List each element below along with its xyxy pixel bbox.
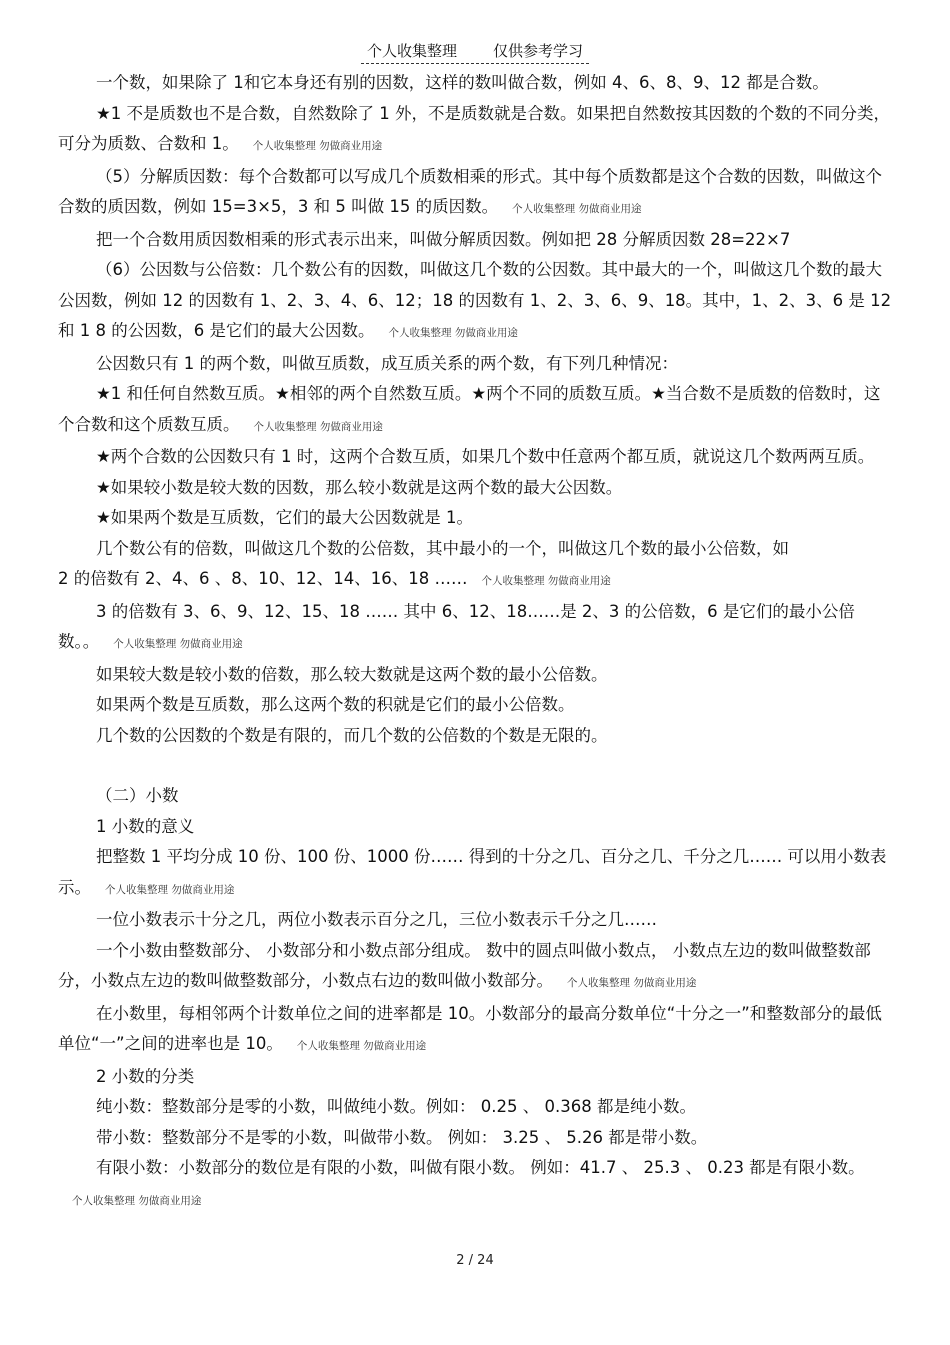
watermark-text: 个人收集整理 勿做商业用途 (512, 203, 642, 215)
document-body (58, 68, 894, 1216)
watermark-text: 个人收集整理 勿做商业用途 (105, 883, 235, 896)
section-heading-decimals: （二）小数 (96, 786, 179, 805)
subheading-decimal-meaning: 1 小数的意义 (96, 816, 195, 836)
header-line (361, 40, 589, 64)
watermark-text: 个人收集整理 勿做商业用途 (72, 1194, 202, 1207)
paragraph-composite-coprime: ★两个合数的公因数只有 1 时，这两个合数互质，如果几个数中任意两个都互质，就说这几个数两两互质。 (96, 447, 875, 466)
paragraph-mixed-decimal: 带小数：整数部分不是零的小数，叫做带小数。 例如： 3.25 、 5.26 都是带小数。 (96, 1127, 708, 1147)
paragraph-common-factor: （6）公因数与公倍数：几个数公有的因数，叫做这几个数的公因数。其中最大的一个，叫做这几个数的最大公因数，例如 12 的因数有 1、2、3、4、6、12；18 的因数有 1、2、3、6、9、18。其中，1、2、3、6 是 12和 1 8 的公因数，6 是它们的最大公因数。 个人收集整理 勿做商业用途 (58, 260, 892, 340)
header-right-text: 仅供参考学习 (493, 42, 584, 60)
page-header (0, 40, 950, 64)
watermark-text: 个人收集整理 勿做商业用途 (388, 327, 518, 339)
paragraph-multiples-of-3: 3 的倍数有 3、6、9、12、15、18 …… 其中 6、12、18……是 2、3 的公倍数，6 是它们的最小公倍数。。 个人收集整理 勿做商业用途 (58, 601, 855, 651)
paragraph-one-not-prime: ★1 不是质数也不是合数，自然数除了 1 外，不是质数就是合数。如果把自然数按其因数的个数的不同分类，可分为质数、合数和 1。 个人收集整理 勿做商业用途 (58, 103, 891, 153)
paragraph-common-multiple: 几个数公有的倍数，叫做这几个数的公倍数，其中最小的一个，叫做这几个数的最小公倍数，如 (96, 538, 789, 558)
watermark-text: 个人收集整理 勿做商业用途 (481, 575, 611, 587)
paragraph-decimal-places: 一位小数表示十分之几，两位小数表示百分之几，三位小数表示千分之几…… (96, 910, 657, 929)
paragraph-factorization: 把一个合数用质因数相乘的形式表示出来，叫做分解质因数。例如把 28 分解质因数 28=22×7 (96, 229, 791, 249)
paragraph-coprime: 公因数只有 1 的两个数，叫做互质数，成互质关系的两个数，有下列几种情况： (96, 353, 678, 373)
subheading-decimal-types: 2 小数的分类 (96, 1066, 195, 1086)
header-left-text: 个人收集整理 (366, 42, 457, 60)
paragraph-finite-decimal: 有限小数：小数部分的数位是有限的小数，叫做有限小数。 例如：41.7 、 25.3 、 0.23 都是有限小数。个人收集整理 勿做商业用途 (72, 1158, 865, 1207)
watermark-text: 个人收集整理 勿做商业用途 (296, 1040, 427, 1052)
paragraph-multiples-of-2: 2 的倍数有 2、4、6 、8、10、12、14、16、18 …… 个人收集整理 勿做商业用途 (58, 569, 611, 588)
paragraph-prime-factor: （5）分解质因数：每个合数都可以写成几个质数相乘的形式。其中每个质数都是这个合数的因数，叫做这个合数的质因数，例如 15=3×5，3 和 5 叫做 15 的质因数。 个人收集整理 勿做商业用途 (58, 166, 882, 216)
paragraph-coprime-lcm: 如果两个数是互质数，那么这两个数的积就是它们的最小公倍数。 (96, 695, 575, 714)
watermark-text: 个人收集整理 勿做商业用途 (253, 420, 383, 433)
paragraph-larger-multiple: 如果较大数是较小数的倍数，那么较大数就是这两个数的最小公倍数。 (96, 664, 608, 684)
paragraph-decimal-parts: 一个小数由整数部分、 小数部分和小数点部分组成。 数中的圆点叫做小数点， 小数点左边的数叫做整数部分，小数点左边的数叫做整数部分，小数点右边的数叫做小数部分。 个人收集整理 勿做商业用途 (58, 940, 871, 990)
watermark-text: 个人收集整理 勿做商业用途 (113, 638, 243, 650)
paragraph-pure-decimal: 纯小数：整数部分是零的小数，叫做纯小数。例如： 0.25 、 0.368 都是纯小数。 (96, 1097, 696, 1116)
watermark-text: 个人收集整理 勿做商业用途 (252, 140, 383, 152)
paragraph-composite-number: 一个数，如果除了 1和它本身还有别的因数，这样的数叫做合数，例如 4、6、8、9、12 都是合数。 (96, 73, 829, 92)
paragraph-coprime-gcd: ★如果两个数是互质数，它们的最大公因数就是 1。 (96, 508, 474, 527)
paragraph-decimal-meaning: 把整数 1 平均分成 10 份、100 份、1000 份…… 得到的十分之几、百分之几、千分之几…… 可以用小数表示。 个人收集整理 勿做商业用途 (58, 847, 887, 897)
paragraph-finite-infinite: 几个数的公因数的个数是有限的，而几个数的公倍数的个数是无限的。 (96, 725, 608, 745)
paragraph-smaller-factor: ★如果较小数是较大数的因数，那么较小数就是这两个数的最大公因数。 (96, 477, 623, 497)
paragraph-decimal-rate: 在小数里，每相邻两个计数单位之间的进率都是 10。小数部分的最高分数单位“十分之一”和整数部分的最低单位“一”之间的进率也是 10。 个人收集整理 勿做商业用途 (58, 1003, 882, 1053)
paragraph-coprime-cases: ★1 和任何自然数互质。★相邻的两个自然数互质。★两个不同的质数互质。★当合数不是质数的倍数时，这个合数和这个质数互质。 个人收集整理 勿做商业用途 (58, 384, 881, 434)
page-number: 2 / 24 (456, 1253, 494, 1268)
watermark-text: 个人收集整理 勿做商业用途 (567, 977, 697, 989)
